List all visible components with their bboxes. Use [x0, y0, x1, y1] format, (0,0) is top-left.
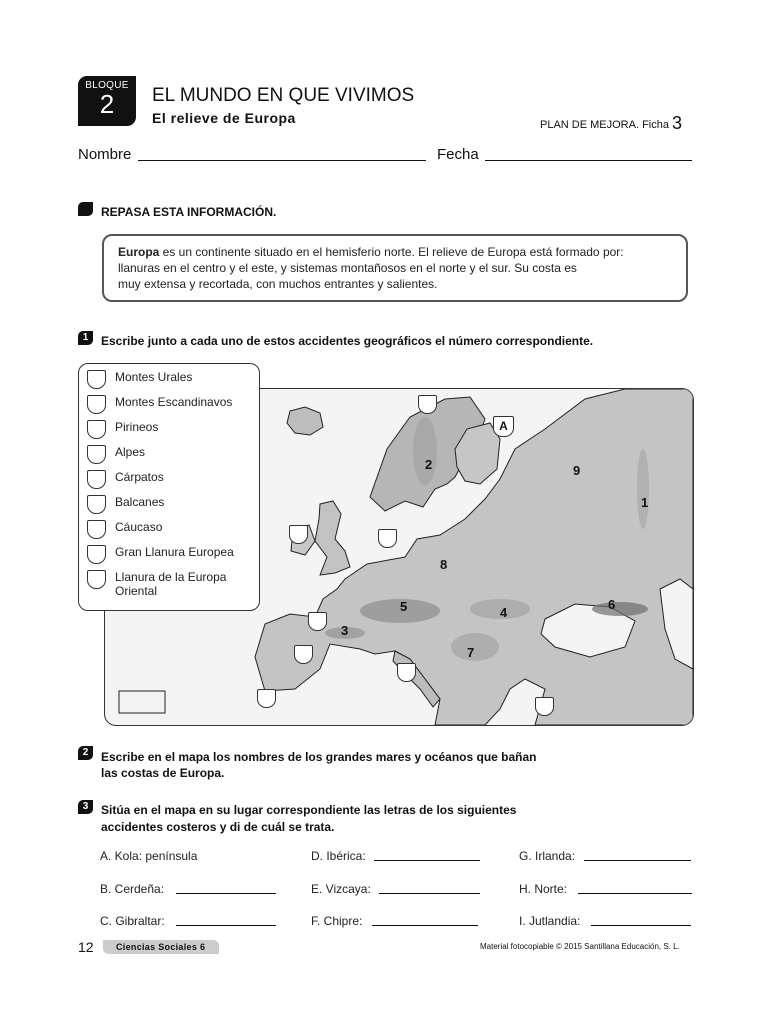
legend-label: Llanura de la Europa Oriental [115, 570, 227, 598]
fecha-label: Fecha [437, 146, 479, 163]
answer-c-field[interactable] [176, 925, 276, 926]
map-number-1: 1 [641, 495, 649, 510]
answer-i-label: I. Jutlandia: [519, 914, 581, 928]
exercise-1-number: 1 [78, 331, 93, 345]
legend-label: Cárpatos [115, 470, 164, 484]
nombre-field[interactable] [138, 160, 426, 161]
relief-legend [78, 363, 260, 611]
map-answer-slot[interactable] [294, 645, 313, 664]
answer-b-field[interactable] [176, 893, 276, 894]
legend-label: Alpes [115, 445, 146, 459]
answer-box[interactable] [87, 445, 106, 464]
map-number-7: 7 [467, 645, 475, 660]
exercise-2-line-2: las costas de Europa. [101, 766, 225, 780]
answer-box[interactable] [87, 370, 106, 389]
map-answer-slot[interactable] [289, 525, 308, 544]
map-answer-slot[interactable] [308, 612, 327, 631]
exercise-1-instruction: Escribe junto a cada uno de estos accidentes geográficos el número correspondiente. [101, 334, 594, 348]
legend-label: Balcanes [115, 495, 165, 509]
answer-box[interactable] [87, 395, 106, 414]
answer-f-label: F. Chipre: [311, 914, 363, 928]
book-title: Ciencias Sociales 6 [103, 940, 219, 954]
fecha-field[interactable] [485, 160, 692, 161]
answer-h-label: H. Norte: [519, 882, 568, 896]
answer-box[interactable] [87, 545, 106, 564]
bloque-badge [78, 76, 136, 126]
map-number-4: 4 [500, 605, 508, 620]
legend-item [87, 495, 259, 520]
info-box [102, 234, 688, 302]
map-number-9: 9 [573, 463, 581, 478]
map-number-6: 6 [608, 597, 616, 612]
plan-number: 3 [672, 113, 683, 133]
plan-text: PLAN DE MEJORA. Ficha [540, 119, 669, 131]
map-number-3: 3 [341, 623, 349, 638]
map-answer-slot[interactable] [378, 529, 397, 548]
legend-item [87, 470, 259, 495]
answer-i-field[interactable] [591, 925, 691, 926]
bloque-number: 2 [99, 89, 115, 119]
answer-box[interactable] [87, 470, 106, 489]
answer-b-label: B. Cerdeña: [100, 882, 165, 896]
page-number: 12 [78, 939, 94, 955]
answer-g-field[interactable] [584, 860, 691, 861]
exercise-3-number: 3 [78, 800, 93, 814]
legend-label: Pirineos [115, 420, 159, 434]
map-number-5: 5 [400, 599, 408, 614]
map-number-2: 2 [425, 457, 433, 472]
answer-f-field[interactable] [372, 925, 478, 926]
info-line-1: es un continente situado en el hemisferio norte. El relieve de Europa está formado por: [159, 245, 624, 259]
bloque-label: BLOQUE [85, 80, 129, 91]
map-answer-slot[interactable] [397, 663, 416, 682]
exercise-3-line-1: Sitúa en el mapa en su lugar correspondiente las letras de los siguientes [101, 803, 517, 817]
info-line-3: muy extensa y recortada, con muchos entrantes y salientes. [118, 277, 438, 291]
legend-label: Montes Urales [115, 370, 193, 384]
legend-item [87, 570, 259, 604]
answer-c-label: C. Gibraltar: [100, 914, 165, 928]
nombre-label: Nombre [78, 146, 132, 163]
section-bullet [78, 202, 93, 216]
legend-label: Cáucaso [115, 520, 163, 534]
map-marker-a: A [493, 416, 514, 437]
answer-h-field[interactable] [578, 893, 692, 894]
legend-item [87, 395, 259, 420]
map-number-8: 8 [440, 557, 448, 572]
legend-item [87, 445, 259, 470]
answer-a: A. Kola: península [100, 849, 198, 863]
legend-item [87, 370, 259, 395]
legend-label: Montes Escandinavos [115, 395, 233, 409]
review-heading: REPASA ESTA INFORMACIÓN. [101, 205, 277, 219]
answer-box[interactable] [87, 420, 106, 439]
answer-box[interactable] [87, 570, 106, 589]
map-answer-slot[interactable] [418, 395, 437, 414]
page-title: EL MUNDO EN QUE VIVIMOS [152, 85, 415, 106]
exercise-2-number: 2 [78, 746, 93, 760]
answer-d-label: D. Ibérica: [311, 849, 366, 863]
answer-e-field[interactable] [379, 893, 480, 894]
answer-box[interactable] [87, 495, 106, 514]
exercise-3-line-2: accidentes costeros y di de cuál se trata. [101, 820, 335, 834]
legend-label: Gran Llanura Europea [115, 545, 234, 559]
map-answer-slot[interactable] [257, 689, 276, 708]
page-subtitle: El relieve de Europa [152, 110, 296, 126]
legend-item [87, 420, 259, 445]
map-answer-slot[interactable] [535, 697, 554, 716]
legend-item [87, 545, 259, 570]
answer-g-label: G. Irlanda: [519, 849, 576, 863]
exercise-2-line-1: Escribe en el mapa los nombres de los grandes mares y océanos que bañan [101, 750, 537, 764]
legend-item [87, 520, 259, 545]
info-bold: Europa [118, 245, 160, 259]
plan-label [540, 113, 682, 134]
info-line-2: llanuras en el centro y el este, y sistemas montañosos en el norte y el sur. Su costa es [118, 261, 577, 275]
answer-e-label: E. Vizcaya: [311, 882, 371, 896]
answer-box[interactable] [87, 520, 106, 539]
copyright: Material fotocopiable © 2015 Santillana Educación, S. L. [480, 942, 680, 951]
answer-d-field[interactable] [374, 860, 480, 861]
